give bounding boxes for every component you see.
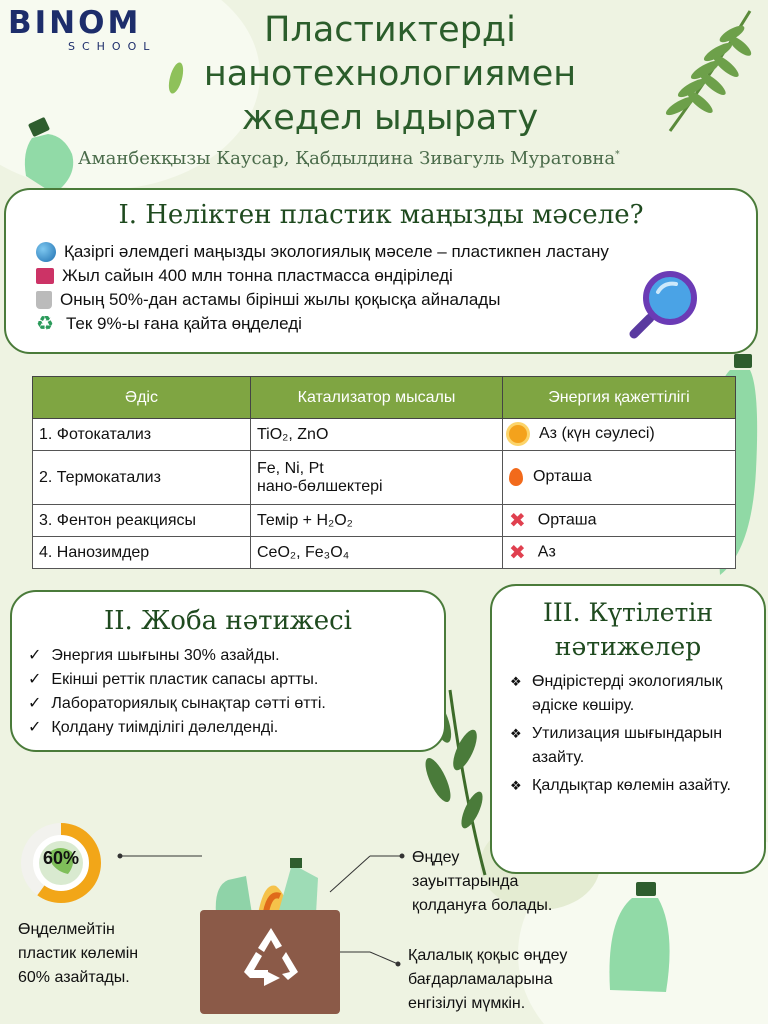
list-item [36,240,756,264]
catalyst-line: Fe, Ni, Pt [257,459,324,477]
percent-label: 60% [42,848,80,868]
heading-line: нәтижелер [554,632,702,661]
list-item: ✓ Қолдану тиімділігі дәлелденді. [28,716,444,740]
list-item: ❖ Утилизация шығындарын азайту. [510,722,764,770]
author-mark: * [615,150,620,160]
leaf-branch-icon [650,6,760,136]
heading-line: III. Күтілетін [543,598,713,627]
cross-icon: ✖ [509,542,526,564]
energy-cell [503,505,736,537]
section-heading [492,596,764,664]
method-cell: 3. Фентон реакциясы [33,505,251,537]
fact-text: Қазіргі әлемдегі маңызды экологиялық мәселе – пластикпен ластану [64,242,609,261]
method-cell: 2. Термокатализ [33,451,251,505]
section-project-result [10,590,446,752]
energy-text: Орташа [533,468,592,486]
energy-cell [503,537,736,569]
result-list [28,644,444,740]
method-cell: 4. Нанозимдер [33,537,251,569]
catalyst-cell: Темір + H₂O₂ [251,505,503,537]
table-row [33,419,736,451]
author-names: Аманбекқызы Каусар, Қабдылдина Зивагуль Муратовна [78,148,616,169]
table-row [33,451,736,505]
title-line: жедел ыдырату [241,98,539,138]
section-heading: II. Жоба нәтижесі [104,606,352,636]
energy-cell [503,419,736,451]
factory-icon [36,268,54,284]
note-line: зауыттарында [412,873,519,890]
energy-text: Аз (күн сәулесі) [539,425,655,443]
expected-list [510,670,764,798]
table-row [33,505,736,537]
note-line: Өңдеу [412,849,460,866]
trash-bin-icon [36,291,52,309]
section-heading: I. Неліктен пластик маңызды мәселе? [118,200,644,230]
fact-text: Тек 9%-ы ғана қайта өңделеді [66,314,302,333]
recycle-icon: ♻ [36,313,54,335]
recycle-icon [236,922,306,992]
note-line: енгізілуі мүмкін. [408,995,526,1012]
table-row [33,537,736,569]
column-header: Әдіс [33,377,251,419]
list-item: ❖ Қалдықтар көлемін азайту. [510,774,764,798]
note-line: бағдарламаларына [408,971,553,988]
cross-icon: ✖ [509,510,526,532]
note-line: қолдануға болады. [412,897,553,914]
authors [78,148,718,169]
column-header: Катализатор мысалы [251,377,503,419]
globe-icon [36,242,56,262]
note-line: Қалалық қоқыс өңдеу [408,947,568,964]
method-cell: 1. Фотокатализ [33,419,251,451]
catalyst-cell: CeO₂, Fe₃O₄ [251,537,503,569]
bottle-icon [12,116,82,196]
title-line: нанотехнологиямен [203,54,577,94]
bottles-pile-icon [206,856,336,916]
fact-text: Оның 50%-дан астамы бірінші жылы қоқысқа айналады [60,290,501,309]
magnifier-icon [628,270,698,340]
note-line: пластик көлемін [18,945,139,962]
list-item: ✓ Энергия шығыны 30% азайды. [28,644,444,668]
energy-cell [503,451,736,505]
right-note-1 [412,846,552,918]
catalyst-cell: TiO₂, ZnO [251,419,503,451]
fact-text: Жыл сайын 400 млн тонна пластмасса өндіріледі [62,266,453,285]
right-note-2 [408,944,567,1016]
bottle-icon [596,880,686,1000]
list-item: ✓ Екінші реттік пластик сапасы артты. [28,668,444,692]
catalyst-line: нано-бөлшектері [257,477,383,495]
fire-icon [509,468,523,486]
section-expected-results [490,584,766,874]
energy-text: Орташа [537,511,597,529]
page-title [160,8,620,140]
catalyst-cell [251,451,503,505]
note-line: 60% азайтады. [18,969,130,986]
energy-text: Аз [537,543,556,561]
logo-sub-text: SCHOOL [68,40,157,53]
column-header: Энергия қажеттілігі [503,377,736,419]
sun-icon [509,425,527,443]
note-line: Өңделмейтін [18,921,115,938]
logo-main-text: BINOM [8,5,142,41]
table-header-row [33,377,736,419]
list-item: ❖ Өндірістерді экологиялық әдіске көшіру. [510,670,764,718]
list-item: ✓ Лабораториялық сынақтар сәтті өтті. [28,692,444,716]
methods-table [32,376,736,569]
title-line: Пластиктерді [264,10,516,50]
